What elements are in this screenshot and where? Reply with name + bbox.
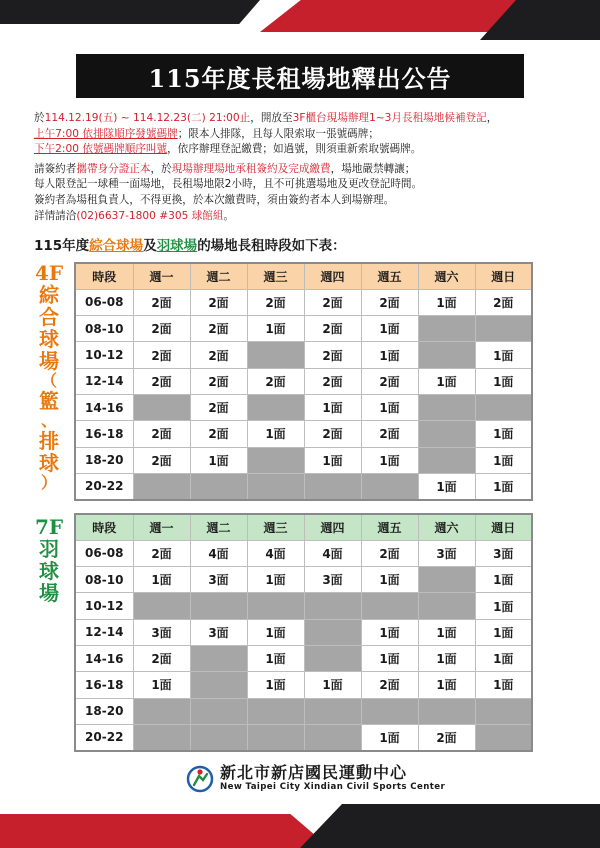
court-count-cell: 1面 (304, 447, 361, 473)
court-count-cell: 1面 (475, 645, 532, 671)
unavailable-cell (133, 593, 190, 619)
court-count-cell: 1面 (475, 447, 532, 473)
time-slot: 12-14 (75, 368, 133, 394)
court-count-cell: 1面 (247, 672, 304, 698)
court-count-cell: 1面 (361, 567, 418, 593)
court-count-cell: 2面 (418, 724, 475, 750)
court-count-cell: 2面 (361, 289, 418, 315)
header-day: 週二 (190, 263, 247, 289)
court-count-cell: 2面 (247, 289, 304, 315)
court-count-cell: 1面 (361, 342, 418, 368)
court-count-cell: 1面 (475, 593, 532, 619)
court-count-cell: 1面 (475, 368, 532, 394)
table-header-row (75, 263, 532, 289)
table-row (75, 368, 532, 394)
court-count-cell: 2面 (133, 447, 190, 473)
notice-line-3: 下午2:00 依號碼牌順序叫號，依序辦理登記繳費；如過號，則須重新索取號碼牌。 (34, 143, 422, 156)
table-row (75, 672, 532, 698)
schedule-table-4f (74, 262, 533, 501)
unavailable-cell (304, 619, 361, 645)
court-count-cell: 1面 (247, 619, 304, 645)
court-count-cell: 1面 (247, 421, 304, 447)
unavailable-cell (247, 698, 304, 724)
court-count-cell: 1面 (361, 447, 418, 473)
unavailable-cell (304, 473, 361, 499)
unavailable-cell (247, 593, 304, 619)
court-count-cell: 1面 (418, 473, 475, 499)
schedule-subtitle: 115年度綜合球場及羽球場的場地長租時段如下表： (34, 238, 346, 254)
unavailable-cell (475, 698, 532, 724)
decor-corner-top-left (0, 0, 260, 24)
court-count-cell: 2面 (361, 672, 418, 698)
center-name-en: New Taipei City Xindian Civil Sports Center (220, 782, 446, 792)
court-count-cell: 3面 (133, 619, 190, 645)
court-count-cell: 1面 (304, 394, 361, 420)
court-count-cell: 3面 (304, 567, 361, 593)
time-slot: 16-18 (75, 672, 133, 698)
header-day: 週五 (361, 514, 418, 540)
page-title: 115年度長租場地釋出公告 (76, 54, 524, 98)
unavailable-cell (304, 724, 361, 750)
court-count-cell: 1面 (475, 567, 532, 593)
time-slot: 08-10 (75, 567, 133, 593)
court-count-cell: 1面 (247, 316, 304, 342)
unavailable-cell (190, 593, 247, 619)
table-row (75, 473, 532, 499)
court-count-cell: 2面 (190, 289, 247, 315)
table-row (75, 698, 532, 724)
unavailable-cell (190, 698, 247, 724)
court-count-cell: 3面 (418, 540, 475, 566)
unavailable-cell (190, 672, 247, 698)
court-count-cell: 2面 (304, 289, 361, 315)
court-count-cell: 2面 (361, 368, 418, 394)
header-day: 週六 (418, 263, 475, 289)
time-slot: 12-14 (75, 619, 133, 645)
table-row (75, 540, 532, 566)
header-day: 週日 (475, 263, 532, 289)
court-count-cell: 2面 (133, 368, 190, 394)
time-slot: 18-20 (75, 698, 133, 724)
schedule-table-7f (74, 513, 533, 752)
court-count-cell: 1面 (475, 619, 532, 645)
table-body (75, 540, 532, 750)
unavailable-cell (418, 394, 475, 420)
court-count-cell: 2面 (304, 342, 361, 368)
unavailable-cell (475, 316, 532, 342)
unavailable-cell (247, 473, 304, 499)
notice-line-7: 詳情請洽(02)6637-1800 #305 球館組。 (34, 209, 235, 222)
court-count-cell: 4面 (304, 540, 361, 566)
court-count-cell: 3面 (190, 567, 247, 593)
court-count-cell: 1面 (418, 619, 475, 645)
notice-line-1: 於114.12.19(五) ~ 114.12.23(二) 21:00止，開放至3F櫃台現場辦理1~3月長租場地候補登記， (34, 112, 498, 124)
unavailable-cell (304, 593, 361, 619)
unavailable-cell (418, 447, 475, 473)
unavailable-cell (418, 698, 475, 724)
court-count-cell: 2面 (304, 368, 361, 394)
court-count-cell: 2面 (304, 316, 361, 342)
court-count-cell: 2面 (133, 289, 190, 315)
unavailable-cell (133, 473, 190, 499)
unavailable-cell (247, 724, 304, 750)
court-count-cell: 1面 (475, 672, 532, 698)
unavailable-cell (247, 394, 304, 420)
header-day: 週三 (247, 263, 304, 289)
table-row (75, 289, 532, 315)
unavailable-cell (475, 724, 532, 750)
court-count-cell: 2面 (190, 394, 247, 420)
court-count-cell: 2面 (361, 421, 418, 447)
unavailable-cell (475, 394, 532, 420)
court-count-cell: 1面 (418, 289, 475, 315)
header-day: 週四 (304, 263, 361, 289)
notice-line-2: 上午7:00 依排隊順序發號碼牌；限本人排隊，且每人限索取一張號碼牌； (34, 127, 379, 140)
court-count-cell: 4面 (247, 540, 304, 566)
venue-label-7f: 7F 羽 球 場 (34, 515, 64, 605)
table-row (75, 447, 532, 473)
unavailable-cell (418, 342, 475, 368)
time-slot: 16-18 (75, 421, 133, 447)
court-count-cell: 1面 (361, 724, 418, 750)
court-count-cell: 2面 (133, 540, 190, 566)
table-row (75, 593, 532, 619)
header-day: 週三 (247, 514, 304, 540)
court-count-cell: 1面 (133, 672, 190, 698)
court-count-cell: 1面 (361, 394, 418, 420)
table-header-row (75, 514, 532, 540)
court-count-cell: 1面 (475, 421, 532, 447)
table-row (75, 316, 532, 342)
table-row (75, 342, 532, 368)
court-count-cell: 2面 (190, 368, 247, 394)
time-slot: 14-16 (75, 645, 133, 671)
header-day: 週一 (133, 514, 190, 540)
court-count-cell: 2面 (361, 540, 418, 566)
unavailable-cell (190, 473, 247, 499)
header-day: 週五 (361, 263, 418, 289)
decor-corner-bottom-left (0, 814, 330, 848)
unavailable-cell (133, 724, 190, 750)
venue-label-4f: 4F 綜 合 球 場 （ 籃 、 排 球 ） (34, 261, 64, 492)
court-count-cell: 2面 (133, 316, 190, 342)
time-slot: 18-20 (75, 447, 133, 473)
unavailable-cell (190, 724, 247, 750)
court-count-cell: 2面 (475, 289, 532, 315)
court-count-cell: 1面 (247, 567, 304, 593)
table-row (75, 567, 532, 593)
court-count-cell: 1面 (133, 567, 190, 593)
court-count-cell: 4面 (190, 540, 247, 566)
unavailable-cell (133, 394, 190, 420)
court-count-cell: 1面 (190, 447, 247, 473)
unavailable-cell (418, 567, 475, 593)
notice-line-6: 簽約者為場租負責人，不得更換，於本次繳費時，須由簽約者本人到場辦理。 (34, 193, 395, 206)
court-count-cell: 2面 (190, 316, 247, 342)
court-count-cell: 1面 (361, 316, 418, 342)
unavailable-cell (247, 447, 304, 473)
court-count-cell: 2面 (133, 342, 190, 368)
court-count-cell: 3面 (475, 540, 532, 566)
court-count-cell: 1面 (418, 672, 475, 698)
header-day: 週二 (190, 514, 247, 540)
unavailable-cell (304, 645, 361, 671)
time-slot: 20-22 (75, 724, 133, 750)
table-row (75, 724, 532, 750)
time-slot: 06-08 (75, 540, 133, 566)
time-slot: 14-16 (75, 394, 133, 420)
header-time: 時段 (75, 514, 133, 540)
court-count-cell: 1面 (418, 645, 475, 671)
time-slot: 20-22 (75, 473, 133, 499)
table-row (75, 421, 532, 447)
court-count-cell: 2面 (190, 342, 247, 368)
table-body (75, 289, 532, 499)
unavailable-cell (361, 593, 418, 619)
notice-text (34, 111, 574, 224)
table-row (75, 619, 532, 645)
court-count-cell: 1面 (475, 473, 532, 499)
court-count-cell: 2面 (247, 368, 304, 394)
sports-center-logo-icon (186, 765, 214, 793)
court-count-cell: 2面 (304, 421, 361, 447)
court-count-cell: 3面 (190, 619, 247, 645)
unavailable-cell (418, 316, 475, 342)
unavailable-cell (190, 645, 247, 671)
court-count-cell: 1面 (361, 619, 418, 645)
unavailable-cell (418, 421, 475, 447)
header-day: 週一 (133, 263, 190, 289)
unavailable-cell (133, 698, 190, 724)
header-day: 週四 (304, 514, 361, 540)
court-count-cell: 1面 (361, 645, 418, 671)
court-count-cell: 2面 (133, 421, 190, 447)
table-row (75, 645, 532, 671)
header-day: 週六 (418, 514, 475, 540)
notice-line-5: 每人限登記一球種一面場地，長租場地限2小時，且不可挑選場地及更改登記時間。 (34, 178, 423, 191)
unavailable-cell (304, 698, 361, 724)
unavailable-cell (361, 473, 418, 499)
court-count-cell: 1面 (475, 342, 532, 368)
unavailable-cell (247, 342, 304, 368)
table-row (75, 394, 532, 420)
decor-corner-bottom-right (300, 804, 600, 848)
court-count-cell: 1面 (247, 645, 304, 671)
court-count-cell: 2面 (190, 421, 247, 447)
time-slot: 06-08 (75, 289, 133, 315)
notice-line-4: 請簽約者攜帶身分證正本，於現場辦理場地承租簽約及完成繳費，場地嚴禁轉讓； (34, 162, 416, 175)
unavailable-cell (418, 593, 475, 619)
time-slot: 08-10 (75, 316, 133, 342)
footer-logo (186, 764, 445, 793)
time-slot: 10-12 (75, 342, 133, 368)
time-slot: 10-12 (75, 593, 133, 619)
header-day: 週日 (475, 514, 532, 540)
unavailable-cell (361, 698, 418, 724)
court-count-cell: 1面 (418, 368, 475, 394)
court-count-cell: 1面 (304, 672, 361, 698)
center-name-zh: 新北市新店國民運動中心 (220, 763, 408, 782)
header-time: 時段 (75, 263, 133, 289)
court-count-cell: 2面 (133, 645, 190, 671)
